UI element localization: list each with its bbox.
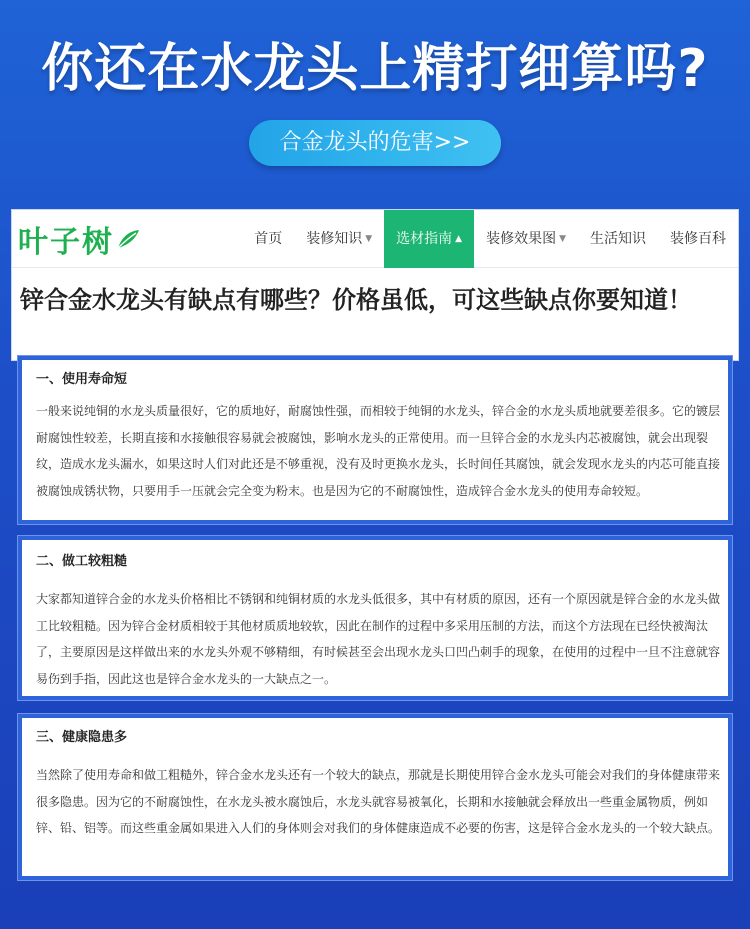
nav-item-decor-knowledge[interactable] — [294, 210, 384, 268]
section-body: 大家都知道锌合金的水龙头价格相比不锈钢和纯铜材质的水龙头低很多，其中有材质的原因，还有一个原因就是锌合金的水龙头做工比较粗糙。因为锌合金材质相较于其他材质质地较软，因此在制作的过程中多采用压制的方法，而这个方法现在已经快被淘汰了，主要原因是这样做出来的水龙头外观不够精细，有时候甚至会出现水龙头口凹凸刺手的现象，在使用的过程中一旦不注意就容易伤到手指，因此这也是锌合金水龙头的一大缺点之一。 — [36, 592, 721, 686]
nav-item-decor-gallery[interactable] — [474, 210, 578, 268]
caret-down-icon: ▼ — [559, 234, 566, 244]
section-title: 一、使用寿命短 — [36, 372, 128, 387]
caret-up-icon: ▲ — [455, 234, 463, 244]
nav-item-label: 选材指南 — [396, 231, 453, 247]
nav-item-decor-wiki[interactable] — [658, 210, 738, 268]
banner-headline: 你还在水龙头上精打细算吗? — [41, 39, 709, 99]
nav-item-label: 装修知识 — [306, 231, 363, 247]
section-title: 三、健康隐患多 — [36, 730, 128, 745]
site-logo[interactable] — [18, 218, 140, 260]
site-screenshot — [12, 210, 738, 360]
article-title: 锌合金水龙头有缺点有哪些？价格虽低，可这些缺点你要知道！ — [20, 286, 692, 314]
section-body: 当然除了使用寿命和做工粗糙外，锌合金水龙头还有一个较大的缺点，那就是长期使用锌合金水龙头可能会对我们的身体健康带来很多隐患。因为它的不耐腐蚀性，在水龙头被水腐蚀后，水龙头就容易被氧化，长期和水接触就会释放出一些重金属物质，例如锌、铅、铝等。而这些重金属如果进入人们的身体则会对我们的身体健康造成不必要的伤害，这是锌合金水龙头的一个较大缺点。 — [36, 768, 721, 835]
main-nav — [242, 210, 738, 268]
nav-item-label: 首页 — [254, 231, 283, 247]
nav-item-label: 装修效果图 — [486, 231, 557, 247]
leaf-icon — [116, 228, 140, 250]
nav-item-label: 装修百科 — [670, 231, 726, 247]
hazard-pill-button[interactable]: 合金龙头的危害>> — [249, 120, 501, 166]
section-body: 一般来说纯铜的水龙头质量很好，它的质地好，耐腐蚀性强，而相较于纯铜的水龙头，锌合金的水龙头质地就要差很多。它的镀层耐腐蚀性较差，长期直接和水接触很容易就会被腐蚀，影响水龙头的正常使用。而一旦锌合金的水龙头内芯被腐蚀，就会出现裂纹，造成水龙头漏水，如果这时人们对此还是不够重视，没有及时更换水龙头，长时间任其腐蚀，就会发现水龙头的内芯可能直接被腐蚀成锈状物，只要用手一压就会完全变为粉末。也是因为它的不耐腐蚀性，造成锌合金水龙头的使用寿命较短。 — [36, 404, 721, 498]
section-card-health — [18, 714, 732, 880]
section-title: 二、做工较粗糙 — [36, 554, 128, 569]
site-navbar — [12, 210, 738, 268]
nav-item-material-guide[interactable] — [384, 210, 474, 268]
section-card-workmanship — [18, 536, 732, 700]
nav-item-life-knowledge[interactable] — [578, 210, 658, 268]
caret-down-icon: ▼ — [365, 234, 373, 244]
nav-item-label: 生活知识 — [590, 231, 646, 247]
logo-text: 叶子树 — [18, 225, 114, 260]
nav-item-home[interactable] — [242, 210, 294, 268]
section-card-lifespan — [18, 356, 732, 524]
